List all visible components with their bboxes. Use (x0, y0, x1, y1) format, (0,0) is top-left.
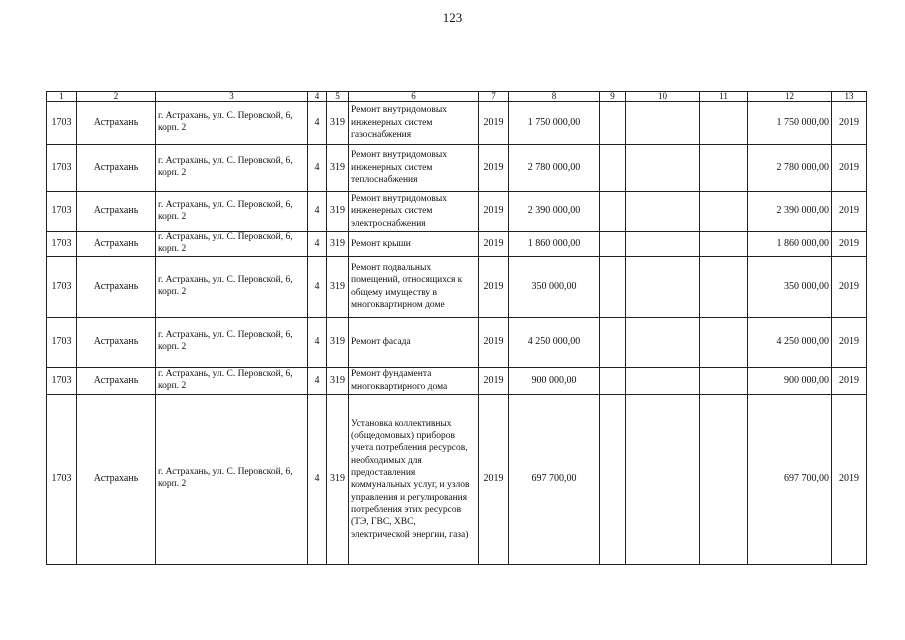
row-col5: 319 (327, 367, 349, 394)
row-col12-cost: 697 700,00 (748, 394, 832, 564)
row-col11 (700, 367, 748, 394)
row-city: Астрахань (77, 367, 156, 394)
row-year: 2019 (479, 394, 509, 564)
row-year: 2019 (479, 102, 509, 145)
row-col9 (600, 256, 626, 317)
column-header: 4 (308, 92, 327, 102)
row-city: Астрахань (77, 102, 156, 145)
table-row (47, 256, 867, 317)
row-col10 (626, 367, 700, 394)
column-header: 7 (479, 92, 509, 102)
row-city: Астрахань (77, 317, 156, 367)
column-header: 13 (832, 92, 867, 102)
row-col10 (626, 256, 700, 317)
row-col12-cost: 1 750 000,00 (748, 102, 832, 145)
row-work-type: Ремонт фасада (349, 317, 479, 367)
row-city: Астрахань (77, 394, 156, 564)
row-col10 (626, 394, 700, 564)
row-work-type: Ремонт внутридомовых инженерных систем теплоснабжения (349, 145, 479, 192)
row-code: 1703 (47, 367, 77, 394)
row-col9 (600, 367, 626, 394)
row-address: г. Астрахань, ул. С. Перовской, 6, корп. 2 (156, 232, 308, 257)
page-number: 123 (442, 10, 463, 25)
works-table (46, 91, 867, 565)
row-col5: 319 (327, 394, 349, 564)
column-header: 10 (626, 92, 700, 102)
row-col9 (600, 232, 626, 257)
row-address: г. Астрахань, ул. С. Перовской, 6, корп. 2 (156, 145, 308, 192)
row-work-type: Ремонт крыши (349, 232, 479, 257)
column-header: 12 (748, 92, 832, 102)
column-header: 11 (700, 92, 748, 102)
row-col5: 319 (327, 256, 349, 317)
row-address: г. Астрахань, ул. С. Перовской, 6, корп. 2 (156, 317, 308, 367)
row-col4: 4 (308, 102, 327, 145)
table-row (47, 317, 867, 367)
row-total-cost: 1 860 000,00 (509, 232, 600, 257)
row-completion-year: 2019 (832, 367, 867, 394)
row-total-cost: 2 780 000,00 (509, 145, 600, 192)
row-col12-cost: 1 860 000,00 (748, 232, 832, 257)
row-work-type: Установка коллективных (общедомовых) приборов учета потребления ресурсов, необходимых для предоставления коммунальных услуг, и узлов управления и регулирования потребления этих ресурсов (ТЭ, ГВС, ХВС, электрической энергии, газа) (349, 394, 479, 564)
row-col12-cost: 4 250 000,00 (748, 317, 832, 367)
column-header: 6 (349, 92, 479, 102)
row-completion-year: 2019 (832, 394, 867, 564)
row-completion-year: 2019 (832, 102, 867, 145)
row-col11 (700, 232, 748, 257)
row-code: 1703 (47, 145, 77, 192)
row-col4: 4 (308, 192, 327, 232)
column-header: 9 (600, 92, 626, 102)
row-work-type: Ремонт внутридомовых инженерных систем электроснабжения (349, 192, 479, 232)
row-total-cost: 350 000,00 (509, 256, 600, 317)
row-col4: 4 (308, 317, 327, 367)
row-work-type: Ремонт фундамента многоквартирного дома (349, 367, 479, 394)
row-col10 (626, 145, 700, 192)
row-col10 (626, 232, 700, 257)
row-year: 2019 (479, 256, 509, 317)
table-row (47, 232, 867, 257)
row-address: г. Астрахань, ул. С. Перовской, 6, корп. 2 (156, 367, 308, 394)
row-city: Астрахань (77, 256, 156, 317)
row-total-cost: 900 000,00 (509, 367, 600, 394)
row-col9 (600, 394, 626, 564)
row-col4: 4 (308, 145, 327, 192)
row-completion-year: 2019 (832, 256, 867, 317)
row-col4: 4 (308, 394, 327, 564)
column-header: 3 (156, 92, 308, 102)
row-address: г. Астрахань, ул. С. Перовской, 6, корп. 2 (156, 256, 308, 317)
row-city: Астрахань (77, 232, 156, 257)
row-col9 (600, 192, 626, 232)
row-col11 (700, 192, 748, 232)
row-year: 2019 (479, 192, 509, 232)
row-col5: 319 (327, 232, 349, 257)
column-header: 1 (47, 92, 77, 102)
column-header: 5 (327, 92, 349, 102)
row-city: Астрахань (77, 192, 156, 232)
row-year: 2019 (479, 367, 509, 394)
row-col11 (700, 256, 748, 317)
row-address: г. Астрахань, ул. С. Перовской, 6, корп. 2 (156, 102, 308, 145)
row-col10 (626, 317, 700, 367)
column-header: 8 (509, 92, 600, 102)
row-code: 1703 (47, 256, 77, 317)
header-row (47, 92, 867, 102)
row-completion-year: 2019 (832, 232, 867, 257)
row-code: 1703 (47, 317, 77, 367)
row-col11 (700, 145, 748, 192)
row-code: 1703 (47, 232, 77, 257)
row-col5: 319 (327, 317, 349, 367)
row-col12-cost: 900 000,00 (748, 367, 832, 394)
row-col10 (626, 102, 700, 145)
table-row (47, 394, 867, 564)
row-col11 (700, 394, 748, 564)
row-year: 2019 (479, 317, 509, 367)
row-col5: 319 (327, 145, 349, 192)
row-code: 1703 (47, 102, 77, 145)
row-col4: 4 (308, 256, 327, 317)
row-year: 2019 (479, 232, 509, 257)
row-col12-cost: 2 780 000,00 (748, 145, 832, 192)
row-total-cost: 2 390 000,00 (509, 192, 600, 232)
row-total-cost: 697 700,00 (509, 394, 600, 564)
row-year: 2019 (479, 145, 509, 192)
table-row (47, 102, 867, 145)
row-completion-year: 2019 (832, 145, 867, 192)
row-work-type: Ремонт внутридомовых инженерных систем газоснабжения (349, 102, 479, 145)
row-col4: 4 (308, 367, 327, 394)
row-address: г. Астрахань, ул. С. Перовской, 6, корп. 2 (156, 394, 308, 564)
row-col5: 319 (327, 192, 349, 232)
row-code: 1703 (47, 394, 77, 564)
row-col12-cost: 2 390 000,00 (748, 192, 832, 232)
row-col10 (626, 192, 700, 232)
table-row (47, 367, 867, 394)
table-row (47, 192, 867, 232)
row-col9 (600, 102, 626, 145)
column-header: 2 (77, 92, 156, 102)
table-row (47, 145, 867, 192)
row-total-cost: 1 750 000,00 (509, 102, 600, 145)
row-total-cost: 4 250 000,00 (509, 317, 600, 367)
row-completion-year: 2019 (832, 317, 867, 367)
row-col9 (600, 145, 626, 192)
row-code: 1703 (47, 192, 77, 232)
row-col11 (700, 317, 748, 367)
row-col5: 319 (327, 102, 349, 145)
row-completion-year: 2019 (832, 192, 867, 232)
row-work-type: Ремонт подвальных помещений, относящихся к общему имуществу в многоквартирном доме (349, 256, 479, 317)
row-col9 (600, 317, 626, 367)
row-col12-cost: 350 000,00 (748, 256, 832, 317)
row-city: Астрахань (77, 145, 156, 192)
row-col4: 4 (308, 232, 327, 257)
row-address: г. Астрахань, ул. С. Перовской, 6, корп. 2 (156, 192, 308, 232)
row-col11 (700, 102, 748, 145)
